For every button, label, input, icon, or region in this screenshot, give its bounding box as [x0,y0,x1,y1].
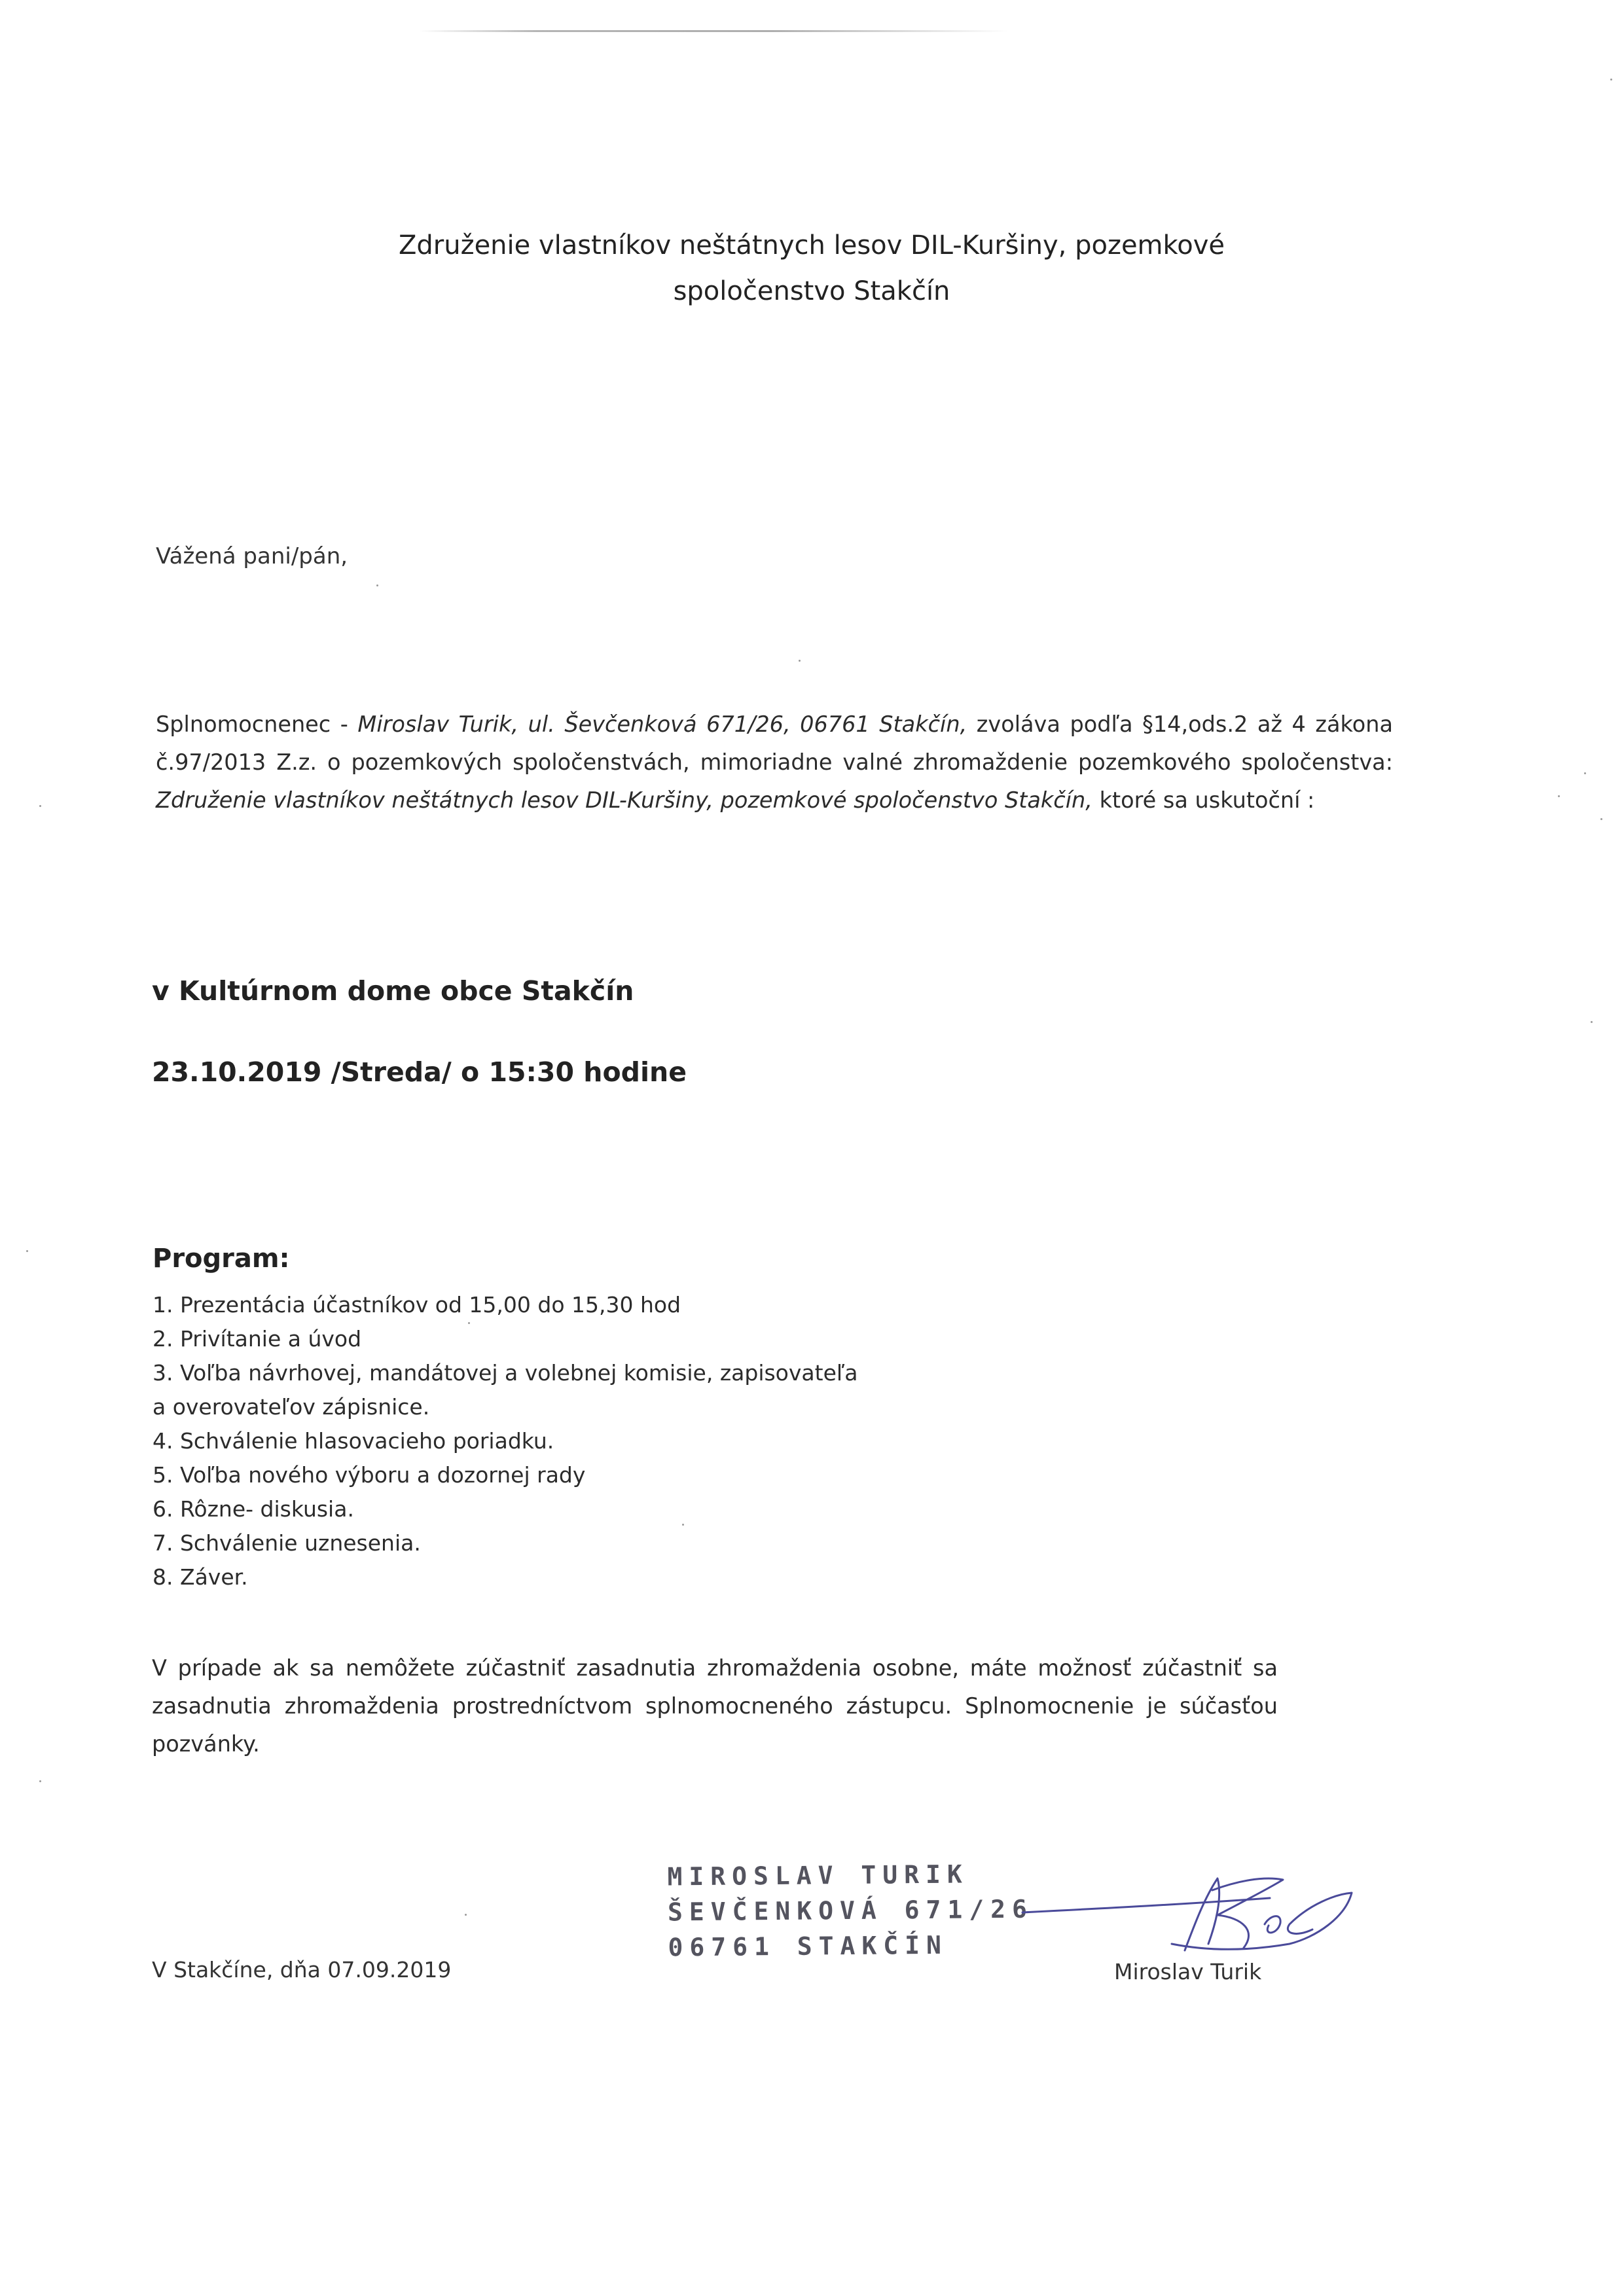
proxy-note-line-1: V prípade ak sa nemôžete zúčastniť zasadnutia zhromaždenia osobne, máte možnosť zúčastniť sa [152,1655,1278,1681]
invitation-line-2: č.97/2013 Z.z. o pozemkových spoločenstvách, mimoriadne valné zhromaždenie pozemkového spoločenstva: [156,749,1393,775]
invitation-paragraph [156,706,1393,819]
proxy-note [152,1649,1278,1763]
stamp-line-2: ŠEVČENKOVÁ 671/26 [667,1894,1034,1927]
scan-edge-line [419,30,1008,32]
proxy-note-line-2: zasadnutia zhromaždenia prostredníctvom splnomocneného zástupcu. Splnomocnenie je súčasťou [152,1693,1278,1719]
program-item: 7. Schválenie uznesenia. [153,1530,421,1556]
program-item: 8. Záver. [153,1564,248,1590]
scan-speck [682,1524,684,1526]
association-name: Združenie vlastníkov neštátnych lesov DIL-Kuršiny, pozemkové spoločenstvo Stakčín, [156,787,1092,813]
program-list [153,1288,857,1594]
scan-speck [39,1780,41,1782]
salutation: Vážená pani/pán, [156,543,348,569]
scan-speck [468,1322,470,1324]
meeting-datetime: 23.10.2019 /Streda/ o 15:30 hodine [152,1056,687,1088]
scan-speck [1584,772,1586,774]
scan-speck [39,805,41,807]
convener-address: Miroslav Turik, ul. Ševčenková 671/26, 06761 Stakčín, [357,711,967,737]
invitation-line-1 [156,706,1393,744]
scan-speck [26,1250,28,1252]
signatory-name: Miroslav Turik [1114,1959,1262,1984]
title-line-1: Združenie vlastníkov neštátnych lesov DIL-Kuršiny, pozemkové [398,230,1225,260]
address-stamp [667,1856,1034,1965]
program-item: 6. Rôzne- diskusia. [153,1496,354,1522]
scan-speck [465,1914,467,1916]
invitation-line-1-start: Splnomocnenec - [156,711,358,737]
scan-speck [799,660,801,662]
scan-speck [1610,79,1612,81]
scan-speck [376,584,378,586]
proxy-note-line-3: pozvánky. [152,1731,260,1757]
scan-speck [1591,1021,1593,1023]
program-item: 5. Voľba nového výboru a dozornej rady [153,1462,586,1488]
program-item: 2. Privítanie a úvod [153,1326,362,1352]
program-item: a overovateľov zápisnice. [153,1394,430,1420]
place-and-date: V Stakčíne, dňa 07.09.2019 [152,1957,452,1982]
invitation-line-1-end: zvoláva podľa §14,ods.2 až 4 zákona [967,711,1393,737]
program-item: 4. Schválenie hlasovacieho poriadku. [153,1428,554,1454]
document-title [196,223,1427,314]
invitation-line-3-end: ktoré sa uskutoční : [1092,787,1315,813]
title-line-2: spoločenstvo Stakčín [673,276,950,306]
invitation-line-3 [156,781,1393,819]
program-item: 1. Prezentácia účastníkov od 15,00 do 15,30 hod [153,1292,681,1318]
program-item: 3. Voľba návrhovej, mandátovej a volebnej komisie, zapisovateľa [153,1360,858,1386]
scan-speck [1558,795,1560,797]
scan-speck [1600,818,1602,820]
program-heading: Program: [153,1244,290,1274]
stamp-line-1: MIROSLAV TURIK [667,1859,969,1892]
meeting-venue: v Kultúrnom dome obce Stakčín [152,975,634,1007]
stamp-line-3: 06761 STAKČÍN [668,1930,948,1962]
